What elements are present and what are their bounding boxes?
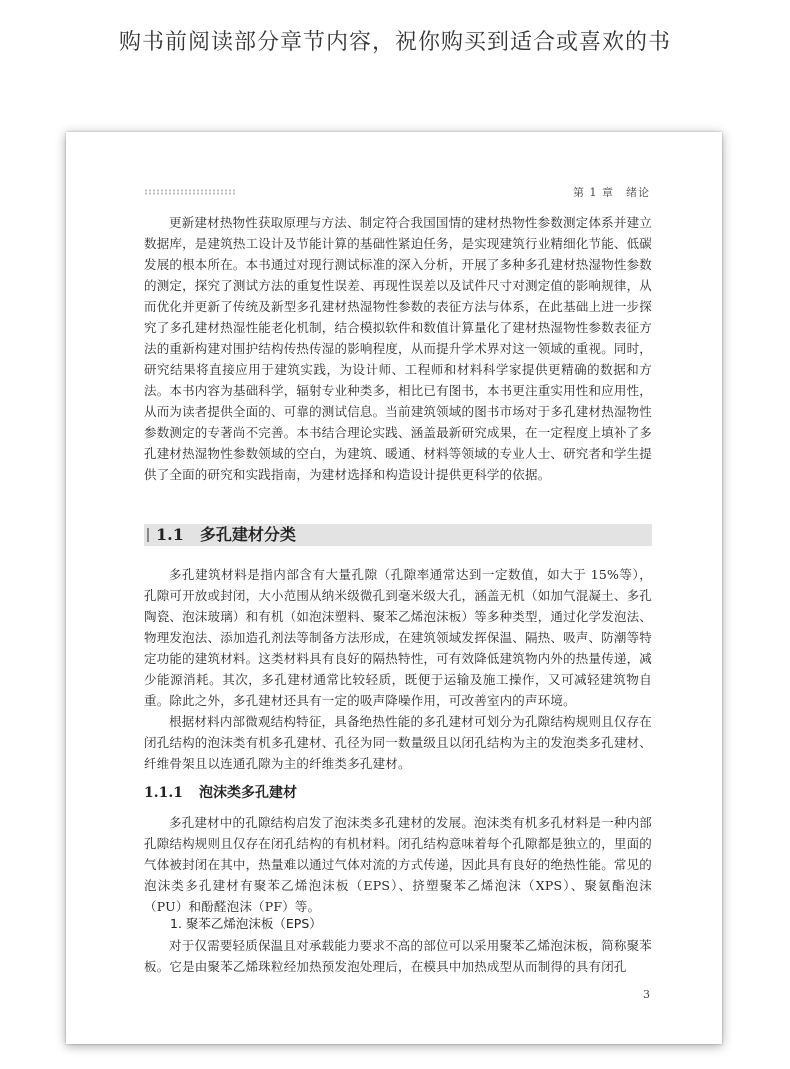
subsection-text <box>144 812 652 917</box>
chapter-label: 第 1 章 绪论 <box>573 186 650 199</box>
section-text <box>144 564 652 774</box>
paragraph: 更新建材热物性获取原理与方法、制定符合我国国情的建材热物性参数测定体系并建立数据库，是建筑热工设计及节能计算的基础性紧迫任务，是实现建筑行业精细化节能、低碳发展的根本所在。本书通过对现行测试标准的深入分析，开展了多种多孔建材热湿物性参数的测定，探究了测试方法的重复性误差、再现性误差以及试件尺寸对测定值的影响规律，从而优化并更新了传统及新型多孔建材热湿物性参数的表征方法与体系，在此基础上进一步探究了多孔建材热湿性能老化机制，结合模拟软件和数值计算量化了建材热湿物性参数表征方法的重新构建对围护结构传热传湿的影响程度，从而提升学术界对这一领域的重视。同时，研究结果将直接应用于建筑实践，为设计师、工程师和材料科学家提供更精确的数据和方法。本书内容为基础科学，辐射专业种类多，相比已有图书，本书更注重实用性和应用性，从而为读者提供全面的、可靠的测试信息。当前建筑领域的图书市场对于多孔建材热湿物性参数测定的专著尚不完善。本书结合理论实践、涵盖最新研究成果，在一定程度上填补了多孔建材热湿物性参数领域的空白，为建筑、暖通、材料等领域的专业人士、研究者和学生提供了全面的研究和实践指南，为建材选择和构造设计提供更科学的依据。 <box>144 215 653 482</box>
section-heading-bar <box>144 524 652 546</box>
paragraph: 多孔建材中的孔隙结构启发了泡沫类多孔建材的发展。泡沫类有机多孔材料是一种内部孔隙结构规则且仅存在闭孔结构的有机材料。闭孔结构意味着每个孔隙都是独立的，里面的气体被封闭在其中，热量难以通过气体对流的方式传递，因此具有良好的绝热性能。常见的泡沫类多孔建材有聚苯乙烯泡沫板（EPS）、挤塑聚苯乙烯泡沫（XPS）、聚氨酯泡沫（PU）和酚醛泡沫（PF）等。 <box>144 815 653 914</box>
intro-text <box>144 212 652 485</box>
paragraph: 根据材料内部微观结构特征，具备绝热性能的多孔建材可划分为孔隙结构规则且仅存在闭孔结构的泡沫类有机多孔建材、孔径为同一数量级且以闭孔结构为主的发泡类多孔建材、纤维骨架且以连通孔隙为主的纤维类多孔建材。 <box>144 714 653 771</box>
item-heading: 1. 聚苯乙烯泡沫板（EPS） <box>170 916 322 931</box>
subsection-title <box>144 782 297 802</box>
page-number: 3 <box>643 988 650 1001</box>
dotted-ornament <box>144 189 236 195</box>
subsection-number: 1.1.1 <box>144 785 183 801</box>
paragraph: 多孔建筑材料是指内部含有大量孔隙（孔隙率通常达到一定数值，如大于 15%等），孔隙可开放或封闭，大小范围从纳米级微孔到毫米级大孔，涵盖无机（如加气混凝土、多孔陶瓷、泡沫玻璃）和有机（如泡沫塑料、聚苯乙烯泡沫板）等多种类型，通过化学发泡法、物理发泡法、添加造孔剂法等制备方法形成，在建筑领域发挥保温、隔热、吸声、防潮等特定功能的建筑材料。这类材料具有良好的隔热特性，可有效降低建筑物内外的热量传递，减少能源消耗。其次，多孔建材通常比较轻质，既便于运输及施工操作，又可减轻建筑物自重。除此之外，多孔建材还具有一定的吸声降噪作用，可改善室内的声环境。 <box>144 567 653 708</box>
banner-text: 购书前阅读部分章节内容，祝你购买到适合或喜欢的书 <box>118 30 671 55</box>
item-text <box>144 935 652 977</box>
running-head <box>144 184 650 200</box>
section-title <box>156 524 296 546</box>
section-title-text: 多孔建材分类 <box>199 525 296 544</box>
book-page <box>66 132 722 1044</box>
section-marker <box>147 528 149 542</box>
subsection-title-text: 泡沫类多孔建材 <box>198 785 297 801</box>
paragraph: 对于仅需要轻质保温且对承载能力要求不高的部位可以采用聚苯乙烯泡沫板，简称聚苯板。它是由聚苯乙烯珠粒经加热预发泡处理后，在模具中加热成型从而制得的具有闭孔 <box>144 938 652 974</box>
section-number: 1.1 <box>156 525 184 544</box>
